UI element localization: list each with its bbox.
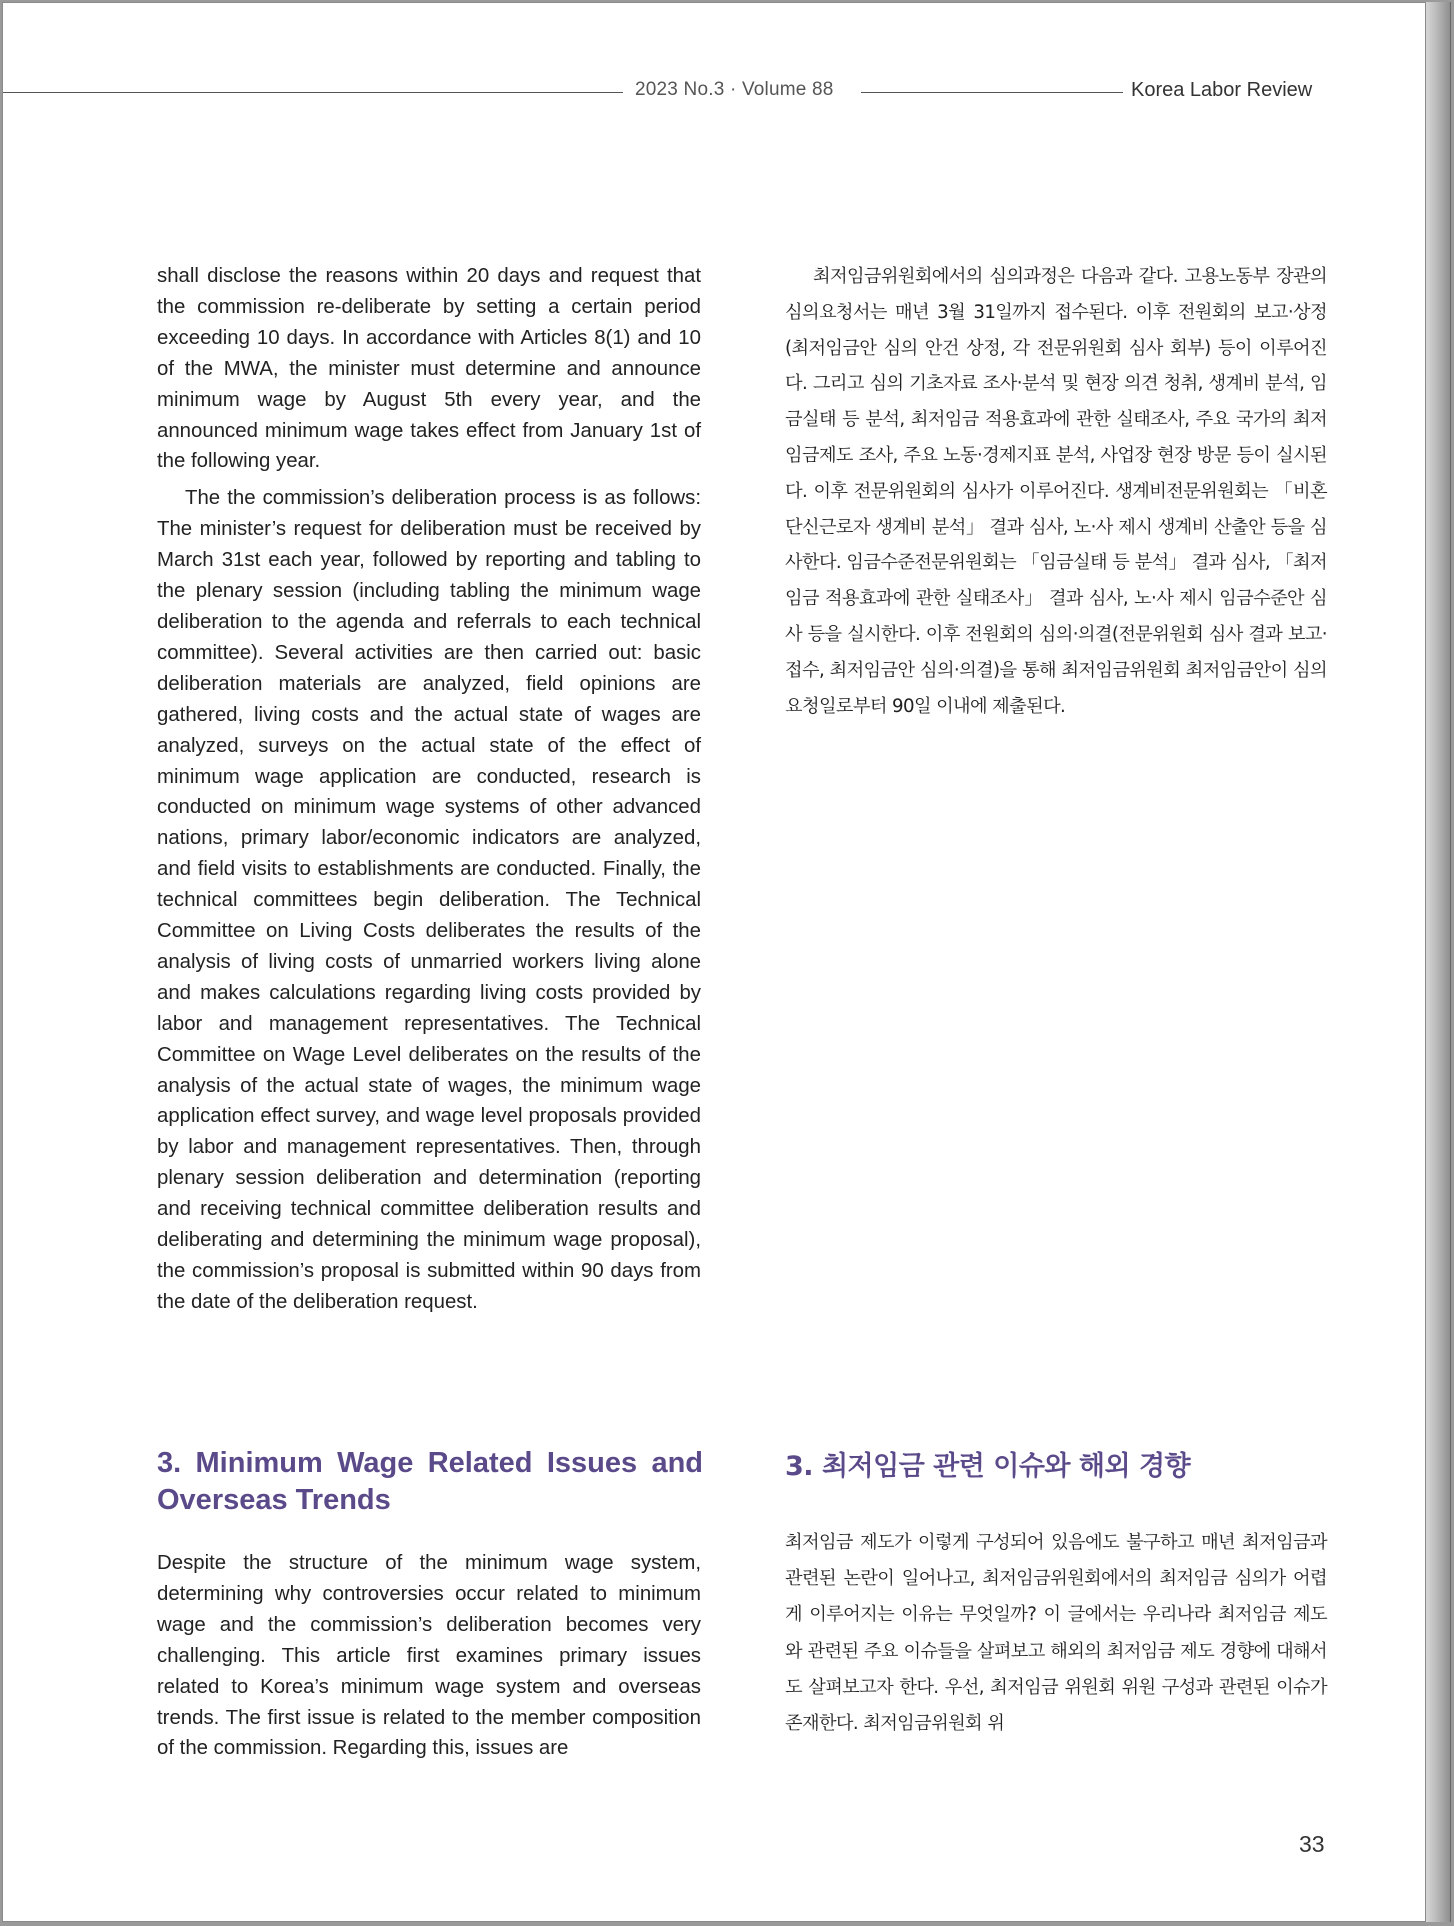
- english-column-bottom: [157, 1548, 701, 1764]
- page-number: 33: [1299, 1831, 1325, 1857]
- issue-label: 2023 No.3 · Volume 88: [635, 79, 834, 100]
- korean-paragraph-1: 최저임금위원회에서의 심의과정은 다음과 같다. 고용노동부 장관의 심의요청서는 매년 3월 31일까지 접수된다. 이후 전원회의 보고·상정(최저임금안 심의 안건 상정, 각 전문위원회 심사 회부) 등이 이루어진다. 그리고 심의 기초자료 조사·분석 및 현장 의견 청취, 생계비 분석, 임금실태 등 분석, 최저임금 적용효과에 관한 실태조사, 주요 국가의 최저임금제도 조사, 주요 노동·경제지표 분석, 사업장 현장 방문 등이 실시된다. 이후 전문위원회의 심사가 이루어진다. 생계비전문위원회는 「비혼 단신근로자 생계비 분석」 결과 심사, 노·사 제시 생계비 산출안 등을 심사한다. 임금수준전문위원회는 「임금실태 등 분석」 결과 심사, 「최저임금 적용효과에 관한 실태조사」 결과 심사, 노·사 제시 임금수준안 심사 등을 실시한다. 이후 전원회의 심의·의결(전문위원회 심사 결과 보고·접수, 최저임금안 심의·의결)을 통해 최저임금위원회 최저임금안이 심의요청일로부터 90일 이내에 제출된다.: [785, 266, 1327, 717]
- korean-column-top: [785, 259, 1327, 724]
- english-paragraph-3: Despite the structure of the minimum wage system, determining why controversies occur related to minimum wage and the commission’s deliberation becomes very challenging. This article first examines primary issues related to Korea’s minimum wage system and overseas trends. The first issue is related to the member composition of the commission. Regarding this, issues are: [157, 1552, 701, 1760]
- document-page: [2, 2, 1426, 1922]
- header-rule-left: [3, 92, 623, 93]
- korean-paragraph-2: 최저임금 제도가 이렇게 구성되어 있음에도 불구하고 매년 최저임금과 관련된 논란이 일어나고, 최저임금위원회에서의 최저임금 심의가 어렵게 이루어지는 이유는 무엇일까? 이 글에서는 우리나라 최저임금 제도와 관련된 주요 이슈들을 살펴보고 해외의 최저임금 제도 경향에 대해서도 살펴보고자 한다. 우선, 최저임금 위원회 위원 구성과 관련된 이슈가 존재한다. 최저임금위원회 위: [785, 1532, 1327, 1735]
- journal-title: Korea Labor Review: [1131, 79, 1313, 101]
- korean-section-heading: 3. 최저임금 관련 이슈와 해외 경향: [785, 1451, 1191, 1482]
- english-section-heading: 3. Minimum Wage Related Issues and Overseas Trends: [157, 1447, 703, 1516]
- english-paragraph-1: shall disclose the reasons within 20 days and request that the commission re-deliberate by setting a certain period exceeding 10 days. In accordance with Articles 8(1) and 10 of the MWA, the minister must determine and announce minimum wage by August 5th every year, and the announced minimum wage takes effect from January 1st of the following year.: [157, 265, 701, 473]
- english-paragraph-2: The the commission’s deliberation process is as follows: The minister’s request for deliberation must be received by March 31st each year, followed by reporting and tabling to the plenary session (including tabling the minimum wage deliberation to the agenda and referrals to each technical committee). Several activities are then carried out: basic deliberation materials are analyzed, field opinions are gathered, living costs and the actual state of wages are analyzed, surveys on the actual state of the effect of minimum wage application are conducted, research is conducted on minimum wage systems of other advanced nations, primary labor/economic indicators are analyzed, and field visits to establishments are conducted. Finally, the technical committees begin deliberation. The Technical Committee on Living Costs deliberates the results of the analysis of living costs of unmarried workers living alone and makes calculations regarding living costs provided by labor and management representatives. The Technical Committee on Wage Level deliberates on the results of the analysis of the actual state of wages, the minimum wage application effect survey, and wage level proposals provided by labor and management representatives. Then, through plenary session deliberation and determination (reporting and receiving technical committee deliberation results and deliberating and determining the minimum wage proposal), the commission’s proposal is submitted within 90 days from the date of the deliberation request.: [157, 487, 701, 1313]
- header-rule-right: [861, 92, 1123, 93]
- running-header: [3, 75, 1333, 105]
- english-column-top: [157, 261, 701, 1318]
- page-edge-shadow: [1426, 2, 1451, 1922]
- korean-column-bottom: [785, 1525, 1327, 1742]
